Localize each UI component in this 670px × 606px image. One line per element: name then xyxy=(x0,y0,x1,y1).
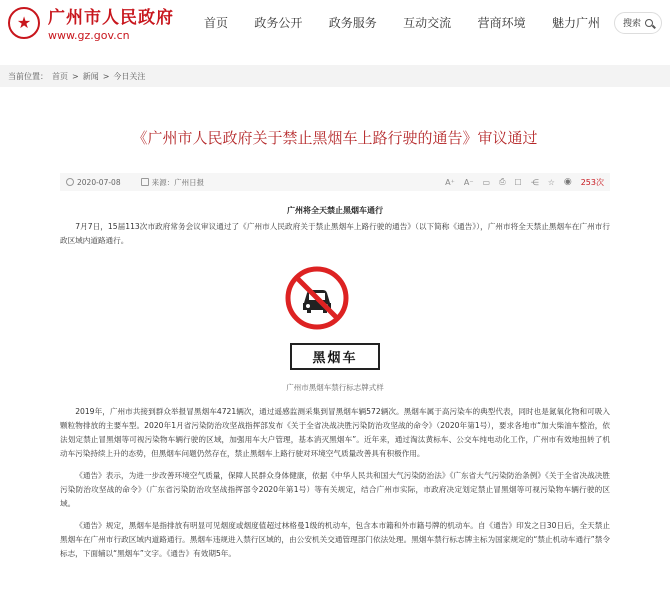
font-decrease-icon[interactable]: A⁻ xyxy=(463,177,474,187)
view-count: 253次 xyxy=(580,177,604,187)
views-eye-icon: ◉ xyxy=(563,177,572,187)
article-source: 来源：广州日报 xyxy=(151,177,205,187)
national-emblem-icon: ★ xyxy=(8,7,40,39)
share-icon[interactable]: ⋲ xyxy=(530,177,539,187)
source-icon xyxy=(141,178,149,186)
fullscreen-icon[interactable]: ▭ xyxy=(482,177,491,187)
breadcrumb-prefix: 当前位置： xyxy=(8,71,48,81)
article-subhead: 广州将全天禁止黑烟车通行 xyxy=(287,206,383,215)
logo-url: www.gz.gov.cn xyxy=(48,29,130,42)
top-header xyxy=(0,0,670,45)
favorite-icon[interactable]: ☆ xyxy=(547,177,555,187)
figure-caption: 广州市黑烟车禁行标志牌式样 xyxy=(286,383,384,392)
nav-gov-affairs-open[interactable]: 政务公开 xyxy=(254,16,303,30)
breadcrumb xyxy=(0,65,670,87)
nav-home[interactable]: 首页 xyxy=(204,16,229,30)
search-label: 搜索 xyxy=(622,19,641,29)
publish-date: 2020-07-08 xyxy=(77,177,121,187)
print-icon[interactable]: ⎙ xyxy=(499,177,506,186)
sign-label: 黑烟车 xyxy=(290,343,380,370)
breadcrumb-sep: > xyxy=(102,71,110,81)
save-icon[interactable]: ☐ xyxy=(514,177,522,187)
breadcrumb-home[interactable]: 首页 xyxy=(52,71,68,81)
article-paragraph: 《通告》规定，黑烟车是指排放有明显可见烟度或烟度值超过林格曼1级的机动车，包含本市籍和外市籍号牌的机动车。自《通告》印发之日30日后，全天禁止黑烟车在广州市行政区域内道路通行。黑烟车违规进入禁行区域的，由公安机关交通管理部门依法处理。黑烟车禁行标志牌主标为国家规定的“禁止机动车通行”禁令标志，下面辅以“黑烟车”文字。《通告》有效期5年。 xyxy=(60,521,610,558)
font-increase-icon[interactable]: A⁺ xyxy=(445,177,455,187)
nav-business-env[interactable]: 营商环境 xyxy=(477,16,526,30)
no-vehicles-sign-icon xyxy=(285,266,349,330)
article-paragraph: 2019年，广州市共接到群众举报冒黑烟车4721辆次，通过遥感监测采集到冒黑烟车辆572辆次。黑烟车属于高污染车的典型代表，同时也是氮氧化物和可吸入颗粒物排放的主要车型。2020年1月省污染防治攻坚战指挥部发布《关于全省决战决胜污染防治攻坚战的命令》（2020年第1号），要求各地市“加大柴油车整治，依法划定禁止冒黑烟等可视污染物车辆行驶的区域，加强用车大户管理，基本消灭黑烟车”。近年来，通过淘汰黄标车、公交车纯电动化工作，广州市有效地扭转了机动车污染持续上升的态势，但黑烟车问题仍然存在，禁止黑烟车上路行驶对环境空气质量改善具有积极作用。 xyxy=(60,407,610,458)
breadcrumb-sep: > xyxy=(72,71,79,81)
search-icon xyxy=(645,19,653,27)
sign-figure xyxy=(60,266,610,393)
breadcrumb-news[interactable]: 新闻 xyxy=(82,71,99,81)
article-meta xyxy=(60,173,610,191)
article-tools xyxy=(445,177,604,188)
article-paragraph: 《通告》表示，为进一步改善环境空气质量，保障人民群众身体健康，依据《中华人民共和国大气污染防治法》《广东省大气污染防治条例》《关于全省决战决胜污染防治攻坚战的命令》（广东省污染防治攻坚战指挥部令2020年第1号）等有关规定，结合广州市实际，市政府决定划定禁止冒黑烟等可视污染物车辆行驶的区域。 xyxy=(60,471,610,508)
nav-gov-services[interactable]: 政务服务 xyxy=(328,16,377,30)
article-title: 《广州市人民政府关于禁止黑烟车上路行驶的通告》审议通过 xyxy=(132,129,538,147)
site-logo[interactable] xyxy=(8,3,198,42)
main-nav xyxy=(198,14,614,31)
article xyxy=(0,127,670,561)
logo-title: 广州市人民政府 xyxy=(48,8,174,28)
breadcrumb-today[interactable]: 今日关注 xyxy=(113,71,146,81)
search-button[interactable] xyxy=(614,12,662,34)
nav-charm-guangzhou[interactable]: 魅力广州 xyxy=(551,16,600,30)
nav-interaction[interactable]: 互动交流 xyxy=(403,16,452,30)
article-paragraph: 7月7日，15届113次市政府常务会议审议通过了《广州市人民政府关于禁止黑烟车上路行驶的通告》（以下简称《通告》），广州市将全天禁止黑烟车在广州市行政区域内道路通行。 xyxy=(60,222,610,245)
black-smoke-vehicle-prohibition-sign xyxy=(285,266,385,370)
clock-icon xyxy=(66,178,74,186)
